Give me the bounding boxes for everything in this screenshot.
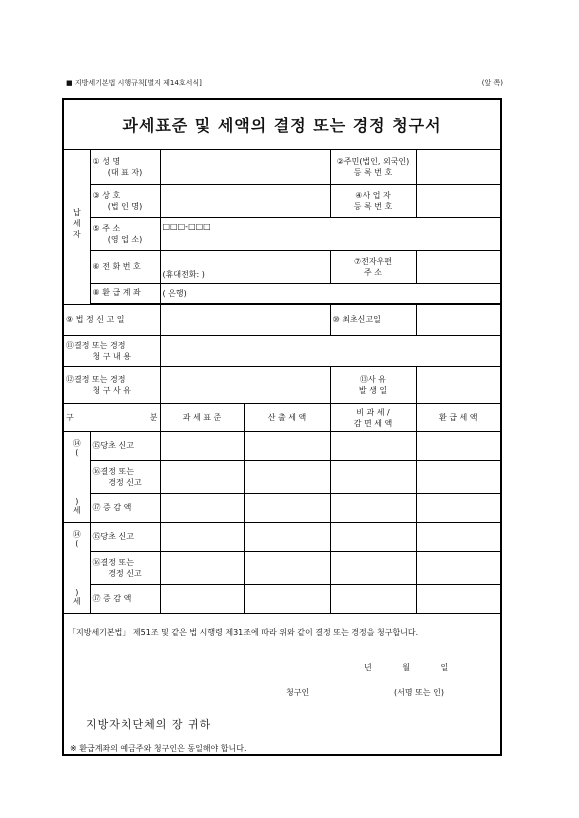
claim-content-label: ⑪결정 또는 경정 청 구 내 용: [64, 335, 160, 366]
computed-tax-header: 산 출 세 액: [244, 403, 330, 431]
legal-date-field[interactable]: [160, 304, 330, 335]
original-report-label-2: ⑮당초 신고: [90, 522, 160, 551]
s2-r3-refund[interactable]: [416, 584, 500, 613]
s2-r3-computed[interactable]: [244, 584, 330, 613]
change-amount-label-1: ⑰ 증 감 액: [90, 493, 160, 522]
taxpayer-side-label: 납세자: [64, 150, 90, 304]
s2-r3-tax-base[interactable]: [160, 584, 244, 613]
address-label: ⑤ 주 소 (영 업 소): [90, 217, 160, 250]
tax-base-header: 과 세 표 준: [160, 403, 244, 431]
name-label: ① 성 명 (대 표 자): [90, 150, 160, 184]
refund-account-field[interactable]: ( 은행): [160, 283, 500, 303]
s2-r1-nontax[interactable]: [330, 522, 416, 551]
reason-date-label: ⑬사 유 발 생 일: [330, 366, 416, 403]
reason-date-field[interactable]: [416, 366, 500, 403]
form-table: [64, 150, 500, 614]
s1-r1-nontax[interactable]: [330, 431, 416, 460]
phone-label: ⑥ 전 화 번 호: [90, 250, 160, 283]
claim-reason-label: ⑫결정 또는 경정 청 구 사 유: [64, 366, 160, 403]
claim-content-field[interactable]: [160, 335, 500, 366]
form-number: ■ 지방세기본법 시행규칙[별지 제14호서식]: [66, 79, 202, 87]
addressee: 지방자치단체의 장 귀하: [86, 718, 212, 731]
first-date-field[interactable]: [416, 304, 500, 335]
s1-r2-tax-base[interactable]: [160, 460, 244, 493]
claim-statement: 「지방세기본법」 제51조 및 같은 법 시행령 제31조에 따라 위와 같이 결정 또는 경정을 청구합니다.: [68, 628, 419, 637]
claim-date[interactable]: 년 월 일: [364, 663, 449, 672]
resident-id-label: ②주민(법인, 외국인) 등 록 번 호: [330, 150, 416, 184]
s1-r3-tax-base[interactable]: [160, 493, 244, 522]
claim-form: [62, 98, 502, 756]
revised-report-label-2: ⑯결정 또는 경정 신고: [90, 551, 160, 584]
s1-r3-computed[interactable]: [244, 493, 330, 522]
trade-name-field[interactable]: [160, 184, 330, 217]
claim-reason-field[interactable]: [160, 366, 330, 403]
s2-r1-refund[interactable]: [416, 522, 500, 551]
s1-r2-computed[interactable]: [244, 460, 330, 493]
s1-r2-nontax[interactable]: [330, 460, 416, 493]
phone-field[interactable]: (휴대전화: ): [160, 250, 330, 283]
s2-r1-computed[interactable]: [244, 522, 330, 551]
trade-name-label: ③ 상 호 (법 인 명): [90, 184, 160, 217]
address-field[interactable]: □□□-□□□: [160, 217, 500, 250]
first-date-label: ⑩ 최초신고일: [330, 304, 416, 335]
email-label: ⑦전자우편 주 소: [330, 250, 416, 283]
refund-note: ※ 환급계좌의 예금주와 청구인은 동일해야 합니다.: [70, 744, 247, 753]
tax-item-side-2: ⑭ ( ) 세: [64, 522, 90, 613]
change-amount-label-2: ⑰ 증 감 액: [90, 584, 160, 613]
s2-r2-nontax[interactable]: [330, 551, 416, 584]
s1-r1-computed[interactable]: [244, 431, 330, 460]
email-field[interactable]: [416, 250, 500, 283]
s1-r1-refund[interactable]: [416, 431, 500, 460]
s1-r2-refund[interactable]: [416, 460, 500, 493]
signature-field[interactable]: (서명 또는 인): [394, 688, 444, 697]
s1-r1-tax-base[interactable]: [160, 431, 244, 460]
nontax-header: 비 과 세 / 감 면 세 액: [330, 403, 416, 431]
s2-r1-tax-base[interactable]: [160, 522, 244, 551]
business-no-label: ④사 업 자 등 록 번 호: [330, 184, 416, 217]
s1-r3-nontax[interactable]: [330, 493, 416, 522]
gubun-header: 구 분: [64, 403, 160, 431]
s2-r2-tax-base[interactable]: [160, 551, 244, 584]
revised-report-label-1: ⑯결정 또는 경정 신고: [90, 460, 160, 493]
applicant-label: 청구인: [286, 688, 310, 697]
s2-r2-refund[interactable]: [416, 551, 500, 584]
original-report-label-1: ⑮당초 신고: [90, 431, 160, 460]
s2-r2-computed[interactable]: [244, 551, 330, 584]
resident-id-field[interactable]: [416, 150, 500, 184]
s1-r3-refund[interactable]: [416, 493, 500, 522]
business-no-field[interactable]: [416, 184, 500, 217]
refund-tax-header: 환 급 세 액: [416, 403, 500, 431]
page-side: (앞 쪽): [481, 79, 503, 87]
s2-r3-nontax[interactable]: [330, 584, 416, 613]
tax-item-side-1: ⑭ ( ) 세: [64, 431, 90, 522]
refund-account-label: ⑧ 환 급 계 좌: [90, 283, 160, 303]
form-title: 과세표준 및 세액의 결정 또는 경정 청구서: [64, 100, 500, 150]
legal-date-label: ⑨ 법 정 신 고 일: [64, 304, 160, 335]
name-field[interactable]: [160, 150, 330, 184]
